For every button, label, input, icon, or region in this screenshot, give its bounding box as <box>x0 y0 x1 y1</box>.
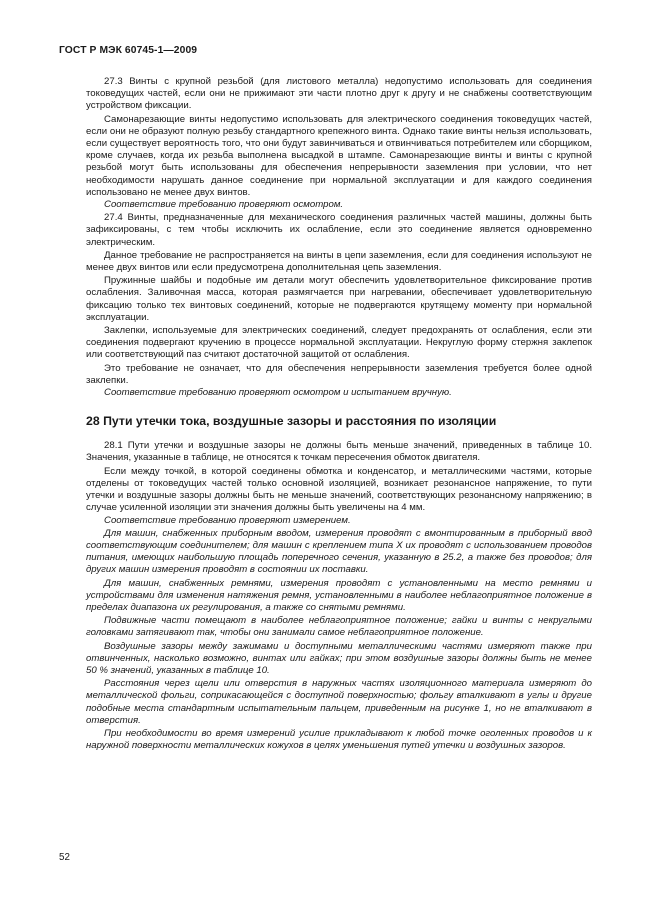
page-number: 52 <box>59 852 70 863</box>
compliance-note: Соответствие требованию проверяют осмотром. <box>104 199 344 211</box>
compliance-note: Соответствие требованию проверяют осмотром и испытанием вручную. <box>104 387 452 399</box>
document-header: ГОСТ Р МЭК 60745-1—2009 <box>59 45 198 56</box>
paragraph-belts: Для машин, снабженных ремнями, измерения проводят с установленными на место ремнями и устройствами для изменения натяжения ремня, установленными в наиболее неблагоприятное положение в пределах диапазона их регулирования, а также со снятыми ремнями. <box>86 577 592 613</box>
paragraph-resonance-voltage: Если между точкой, в которой соединены обмотка и конденсатор, и металлическими частями, которые отделены от токоведущих частей только основной изоляцией, возникает резонансное напряжение, то пути утечки и воздушные зазоры должны быть не меньше значений, соответствующих резонансному напряжению; в случае усиленной изоляции эти значения должны быть увеличены на 4 мм. <box>86 465 592 514</box>
paragraph-rivet-note: Это требование не означает, что для обеспечения непрерывности заземления требуется более одной заклепки. <box>86 362 592 386</box>
paragraph-self-tapping-screws: Самонарезающие винты недопустимо использовать для электрического соединения токоведущих частей, если они не образуют полную резьбу стандартного крепежного винта. Однако такие винты нельзя использовать, если существует вероятность того, что они будут завинчиваться и отвинчиваться потребителем или сборщиком, кроме случаев, когда их резьба выполнена высадкой в штампе. Самонарезающие винты и винты с крупной резьбой могут быть использованы для обеспечения непрерывности заземления при условии, что нет необходимости нарушать данное соединение при нормальной эксплуатации и для каждого соединения использовано не менее двух винтов. <box>86 113 592 198</box>
paragraph-appliance-inlet: Для машин, снабженных приборным вводом, измерения проводят с вмонтированным в приборный ввод соответствующим соединителем; для машин с креплением типа X их проводят с использованием проводов питания, имеющих наибольшую площадь поперечного сечения, указанную в 25.2, а также без проводов; для других машин измерения проводят в состоянии их поставки. <box>86 527 592 576</box>
paragraph-spring-washers: Пружинные шайбы и подобные им детали могут обеспечить удовлетворительное фиксирование против ослабления. Заливочная масса, которая размягчается при нагревании, обеспечивает удовлетворительную фиксацию только тех винтовых соединений, которые не подвергаются крутящему моменту при нормальной эксплуатации. <box>86 275 592 323</box>
paragraph-slots-openings: Расстояния через щели или отверстия в наружных частях изоляционного материала измеряют до металлической фольги, соприкасающейся с доступной поверхностью; фольгу вталкивают в углы и другие подобные места стандартным испытательным пальцем, приведенным на рисунке 1, но не вталкивают в отверстия. <box>86 678 592 726</box>
paragraph-earthing-screws: Данное требование не распространяется на винты в цепи заземления, если для соединения используют не менее двух винтов или если предусмотрена дополнительная цепь заземления. <box>86 249 592 274</box>
paragraph-terminal-clearances: Воздушные зазоры между зажимами и доступными металлическими частями измеряют также при отвинченных, насколько возможно, винтах или гайках; при этом воздушные зазоры должны быть не менее 50 % значений, указанных в таблице 10. <box>86 640 592 676</box>
paragraph-27-3: 27.3 Винты с крупной резьбой (для листового металла) недопустимо использовать для соединения токоведущих частей, если они не прижимают эти части плотно друг к другу и не снабжены соответствующим устройством фиксации. <box>86 76 592 112</box>
body-text <box>86 76 592 752</box>
paragraph-27-4: 27.4 Винты, предназначенные для механического соединения различных частей машины, должны быть зафиксированы, с тем чтобы исключить их ослабление, если это соединение является одновременно электрическим. <box>86 212 592 248</box>
paragraph-movable-parts: Подвижные части помещают в наиболее неблагоприятное положение; гайки и винты с некруглыми головками затягивают так, чтобы они занимали самое неблагоприятное положение. <box>86 615 592 639</box>
paragraph-applied-force: При необходимости во время измерений усилие прикладывают к любой точке оголенных проводов и к наружной поверхности металлических кожухов в целях уменьшения путей утечки и воздушных зазоров. <box>86 727 592 752</box>
paragraph-28-1: 28.1 Пути утечки и воздушные зазоры не должны быть меньше значений, приведенных в таблице 10. Значения, указанные в таблице, не относятся к точкам пересечения обмоток двигателя. <box>86 440 592 464</box>
section-heading-28: 28 Пути утечки тока, воздушные зазоры и расстояния по изоляции <box>86 414 497 429</box>
paragraph-rivets: Заклепки, используемые для электрических соединений, следует предохранять от ослабления, если эти соединения подвергают кручению в процессе нормальной эксплуатации. Некруглую форму стержня заклепок или соответствующий паз считают достаточной защитой от ослабления. <box>86 325 592 361</box>
compliance-note: Соответствие требованию проверяют измерением. <box>104 514 351 526</box>
